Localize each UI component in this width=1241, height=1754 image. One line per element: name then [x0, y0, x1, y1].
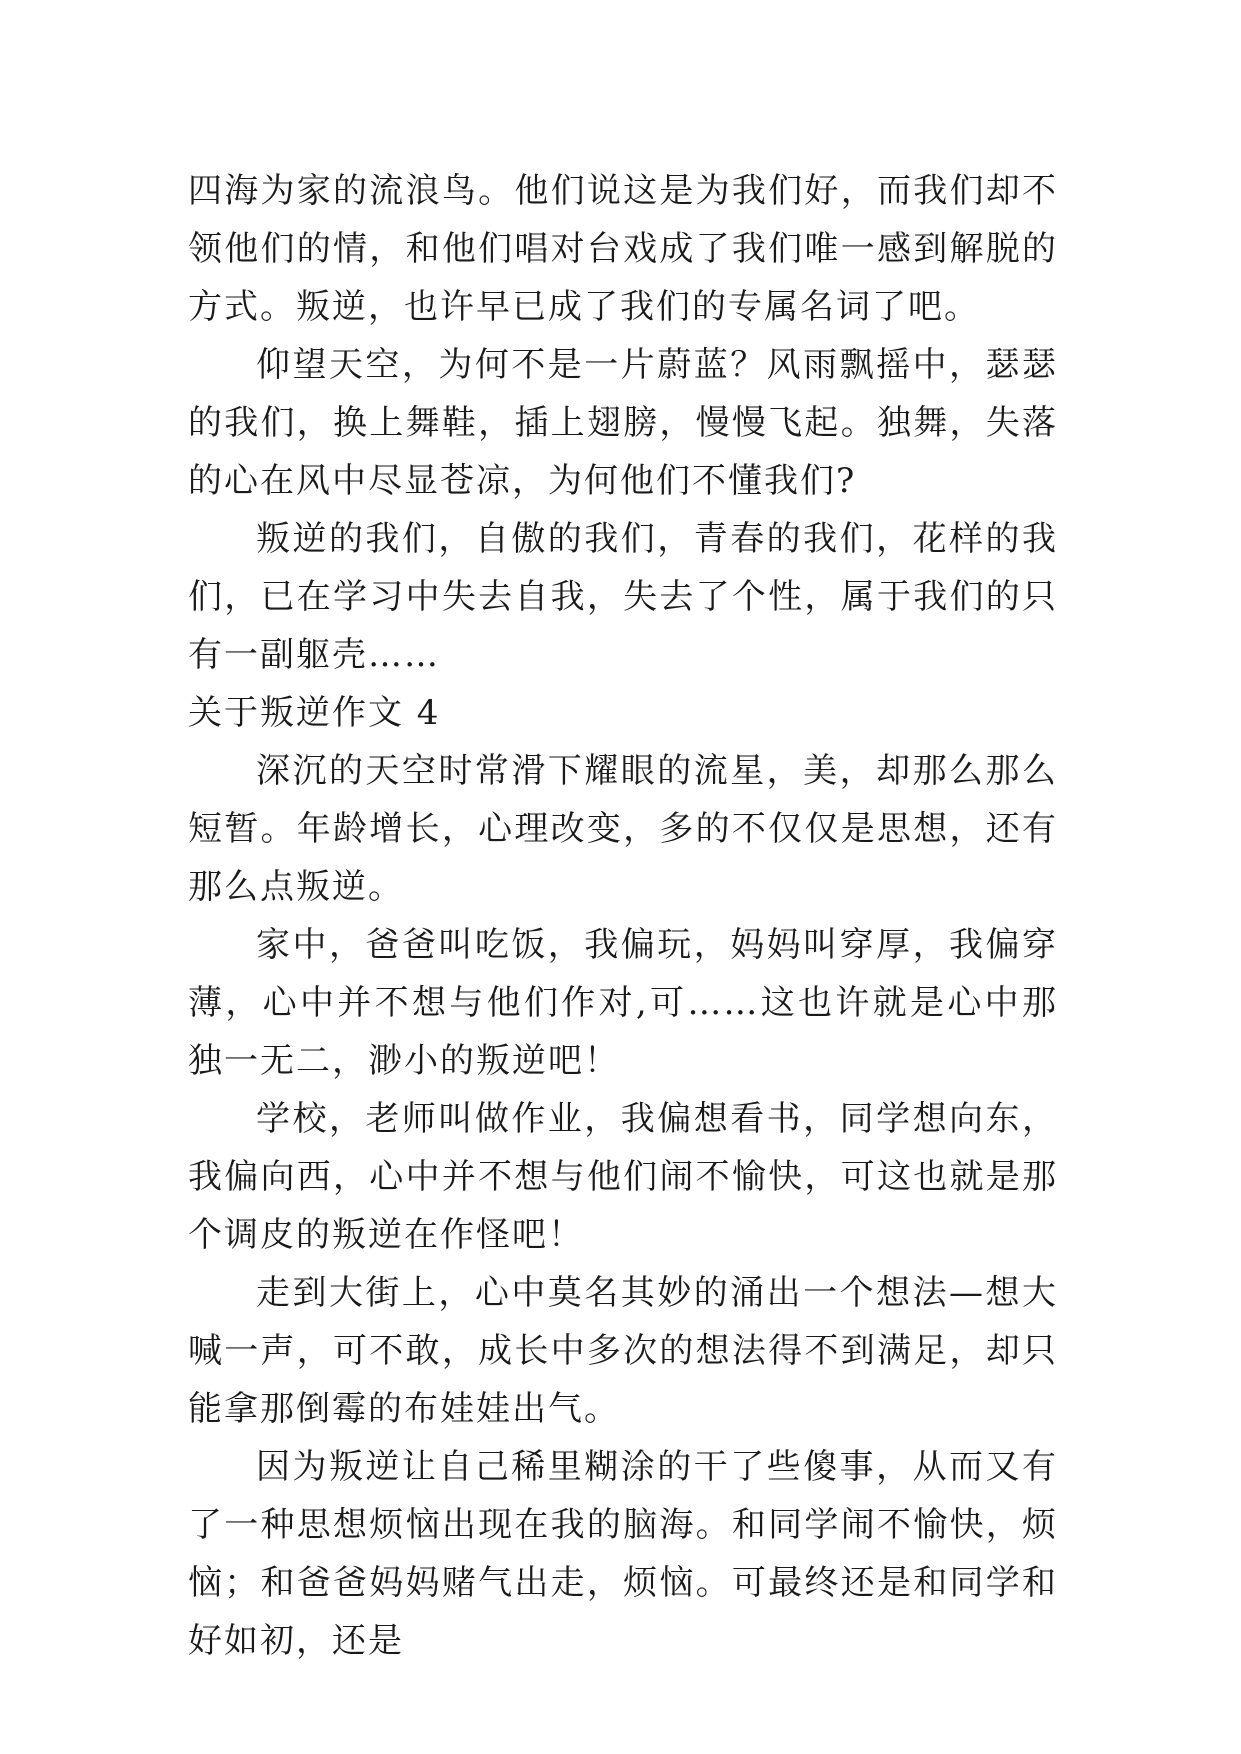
paragraph-9: 因为叛逆让自己稀里糊涂的干了些傻事，从而又有了一种思想烦恼出现在我的脑海。和同学闹不愉快，烦恼；和爸爸妈妈赌气出走，烦恼。可最终还是和同学和好如初，还是: [188, 1447, 1058, 1661]
document-body: [188, 162, 1058, 1670]
section-heading: 关于叛逆作文 4: [188, 693, 441, 733]
paragraph-2: 仰望天空，为何不是一片蔚蓝？风雨飘摇中，瑟瑟的我们，换上舞鞋，插上翅膀，慢慢飞起。独舞，失落的心在风中尽显苍凉，为何他们不懂我们?: [188, 345, 1058, 501]
paragraph-3: 叛逆的我们，自傲的我们，青春的我们，花样的我们，已在学习中失去自我，失去了个性，属于我们的只有一副躯壳……: [188, 519, 1058, 675]
paragraph-5: 深沉的天空时常滑下耀眼的流星，美，却那么那么短暂。年龄增长，心理改变，多的不仅仅是思想，还有那么点叛逆。: [188, 751, 1058, 907]
paragraph-8: 走到大街上，心中莫名其妙的涌出一个想法—想大喊一声，可不敢，成长中多次的想法得不到满足，却只能拿那倒霉的布娃娃出气。: [188, 1273, 1058, 1429]
paragraph-1: 四海为家的流浪鸟。他们说这是为我们好，而我们却不领他们的情，和他们唱对台戏成了我们唯一感到解脱的方式。叛逆，也许早已成了我们的专属名词了吧。: [188, 171, 1058, 327]
paragraph-7: 学校，老师叫做作业，我偏想看书，同学想向东，我偏向西，心中并不想与他们闹不愉快，可这也就是那个调皮的叛逆在作怪吧！: [188, 1099, 1058, 1255]
paragraph-6: 家中，爸爸叫吃饭，我偏玩，妈妈叫穿厚，我偏穿薄，心中并不想与他们作对,可……这也许就是心中那独一无二，渺小的叛逆吧！: [188, 925, 1058, 1081]
